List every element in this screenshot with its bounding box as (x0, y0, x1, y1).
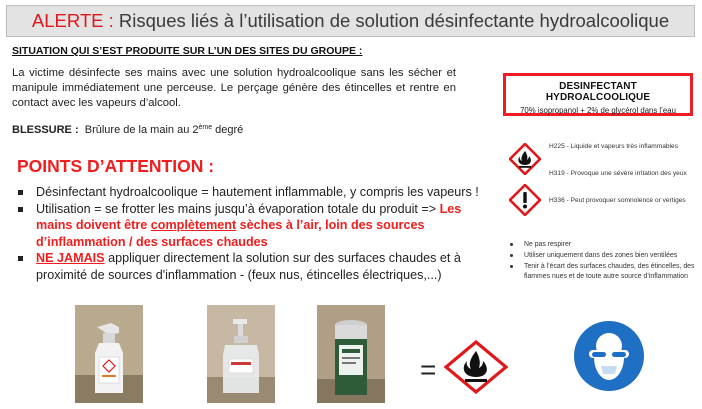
attention-item (14, 201, 484, 251)
attention-list (14, 184, 484, 283)
precaution-item: Utiliser uniquement dans des zones bien ventilées (499, 251, 699, 260)
equals-sign: = (420, 354, 437, 385)
protective-mask-icon (573, 320, 645, 392)
gel-pump-bottle-photo (207, 305, 275, 403)
precautions-list (499, 240, 699, 281)
product-title: DESINFECTANT HYDROALCOOLIQUE (545, 81, 651, 103)
precaution-item: Tenir à l’écart des surfaces chaudes, des étincelles, des flammes nues et de toute autre source d’inflammation (499, 262, 699, 280)
attention-item (14, 250, 484, 283)
flame-pictogram-large-icon (444, 340, 508, 394)
product-composition: 70% isopropanol + 2% de glycérol dans l’eau (520, 106, 676, 115)
attention-item (14, 184, 484, 201)
precaution-item: Ne pas respirer (499, 240, 699, 249)
attention-item-text: Utilisation = se frotter les mains jusqu’à évaporation totale du produit => (36, 201, 440, 216)
injury-text: Brûlure de la main au 2 (84, 124, 199, 136)
disinfectant-can-photo (317, 305, 385, 403)
attention-item-text: Désinfectant hydroalcoolique = hautement inflammable, y compris les vapeurs ! (36, 185, 479, 199)
attention-item-text: appliquer directement la solution sur des surfaces chaudes et à proximité de sources d'inflammation - (feux nus, étincelles électriques,...) (36, 251, 461, 282)
page-title: Risques liés à l’utilisation de solution désinfectante hydroalcoolique (118, 10, 670, 31)
page-title-bar (6, 5, 695, 37)
attention-heading: POINTS D’ATTENTION : (17, 156, 215, 176)
attention-warning-underlined: complètement (150, 218, 237, 232)
injury-text-end: degré (212, 124, 244, 136)
injury-label: BLESSURE : (12, 124, 79, 136)
exclamation-pictogram-icon (509, 184, 541, 216)
hazard-h225: H225 - Liquide et vapeurs très inflammables (549, 143, 679, 150)
alert-label: ALERTE : (31, 10, 114, 31)
injury-sup: ème (198, 124, 213, 131)
never-label: NE JAMAIS (36, 251, 105, 265)
attention-warning-end: sèches à l’air, loin des sources d’inflammation / des surfaces chaudes (36, 218, 425, 249)
attention-warning: Les mains doivent être (36, 201, 462, 232)
hazard-h336: H336 - Peut provoquer somnolence or vertiges (549, 197, 686, 204)
injury-line (12, 124, 243, 136)
flame-pictogram-icon (509, 143, 541, 175)
situation-text: La victime désinfecte ses mains avec une solution hydroalcoolique sans les sécher et manipule immédiatement une perceuse. Le perçage génère des étincelles et rentre en contact avec les vapeurs d’alcool. (12, 67, 456, 109)
spray-bottle-photo (75, 305, 143, 403)
product-info-box (503, 73, 693, 116)
hazard-h319: H319 - Provoque une sévère irritation des yeux (549, 170, 687, 177)
situation-heading: SITUATION QUI S’EST PRODUITE SUR L’UN DES SITES DU GROUPE : (12, 45, 363, 57)
